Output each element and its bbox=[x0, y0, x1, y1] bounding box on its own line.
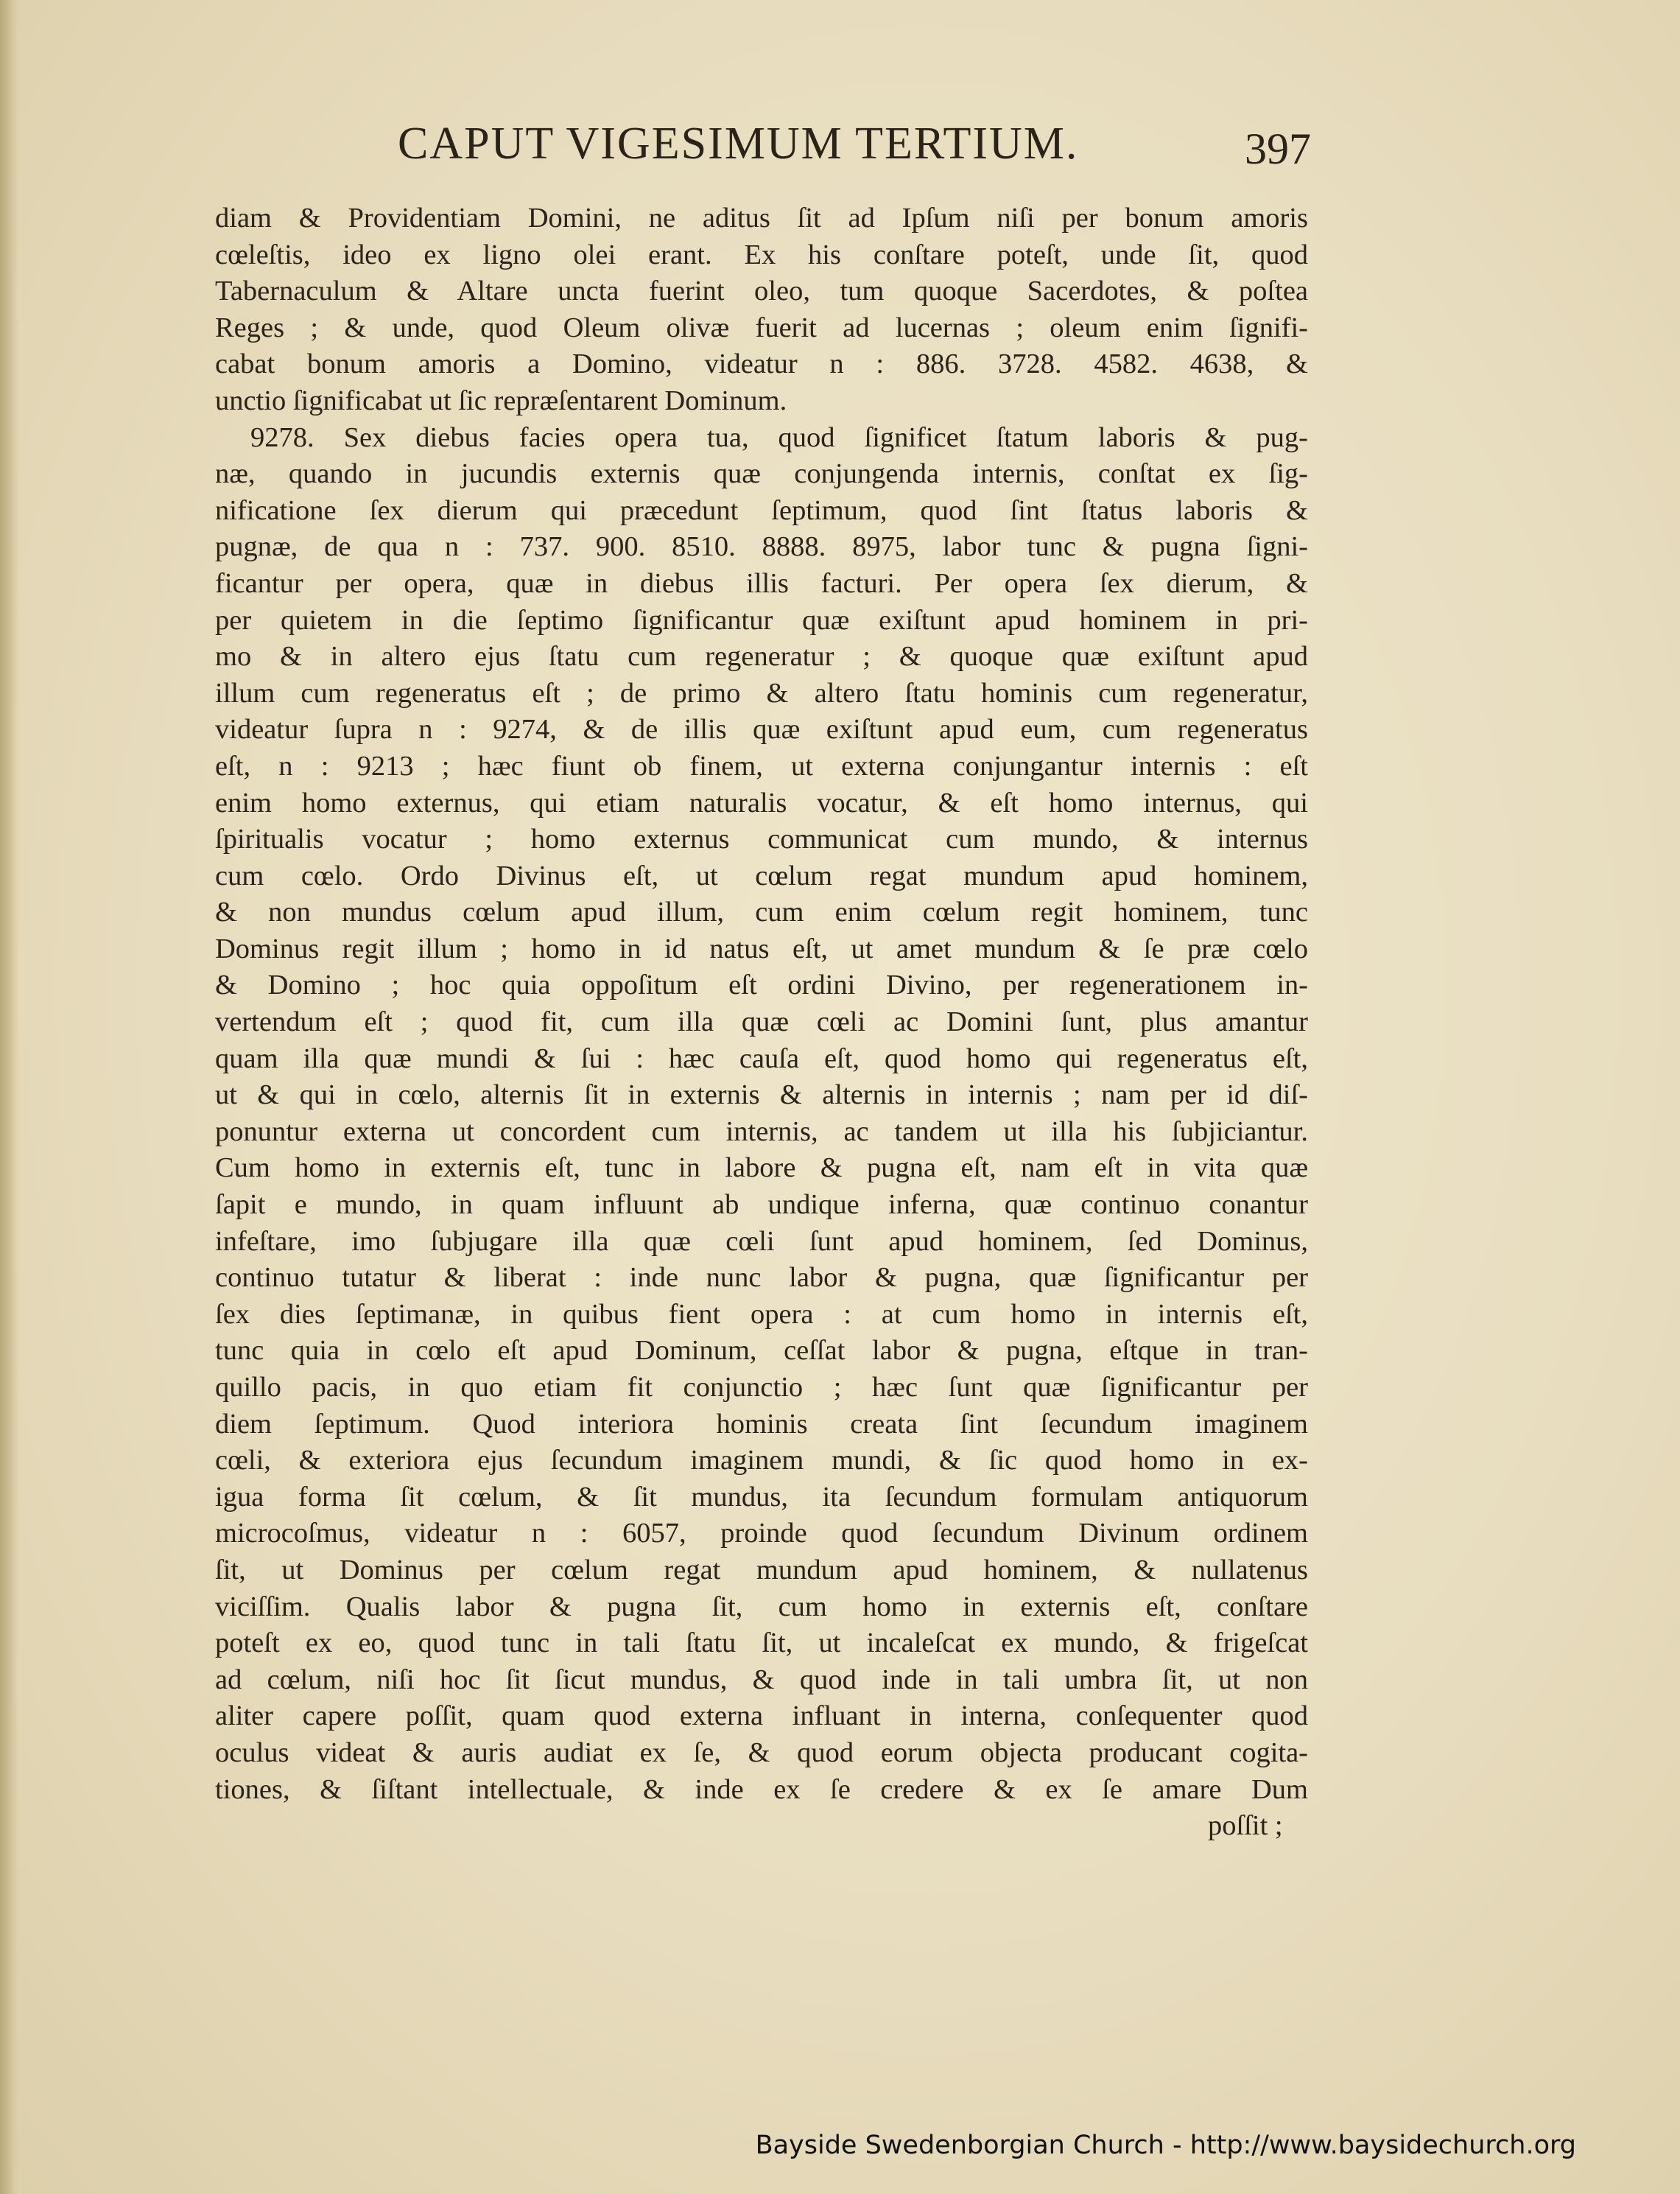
text-line: ſex dies ſeptimanæ, in quibus fient opera : at cum homo in internis eſt, bbox=[215, 1298, 1308, 1330]
source-watermark: Bayside Swedenborgian Church - http://www.baysidechurch.org bbox=[755, 2131, 1576, 2160]
page-number: 397 bbox=[1245, 125, 1311, 173]
text-line: næ, quando in jucundis externis quæ conjungenda internis, conſtat ex ſig- bbox=[215, 458, 1308, 490]
text-line: & non mundus cœlum apud illum, cum enim cœlum regit hominem, tunc bbox=[215, 897, 1308, 928]
page-header bbox=[214, 118, 1311, 184]
text-line: pugnæ, de qua n : 737. 900. 8510. 8888. 8975, labor tunc & pugna ſigni- bbox=[215, 531, 1308, 563]
text-line: tiones, & ſiſtant intellectuale, & inde ex ſe credere & ex ſe amare Dum bbox=[215, 1773, 1308, 1805]
text-line: ut & qui in cœlo, alternis ſit in externis & alternis in internis ; nam per id diſ- bbox=[215, 1079, 1308, 1111]
page-gutter-shadow bbox=[0, 0, 19, 2194]
text-line: igua forma ſit cœlum, & ſit mundus, ita ſecundum formulam antiquorum bbox=[215, 1481, 1308, 1513]
text-line: Dominus regit illum ; homo in id natus eſt, ut amet mundum & ſe præ cœlo bbox=[215, 933, 1308, 964]
text-line: poteſt ex eo, quod tunc in tali ſtatu ſit, ut incaleſcat ex mundo, & frigeſcat bbox=[215, 1627, 1308, 1659]
text-line: cœli, & exteriora ejus ſecundum imaginem mundi, & ſic quod homo in ex- bbox=[215, 1445, 1308, 1476]
text-line: unctio ſignificabat ut ſic repræſentarent Dominum. bbox=[215, 385, 787, 416]
text-line: diam & Providentiam Domini, ne aditus ſit ad Ipſum niſi per bonum amoris bbox=[215, 203, 1308, 234]
paragraph-start-9278: 9278. Sex diebus facies opera tua, quod ſignificet ſtatum laboris & pug- bbox=[250, 421, 1308, 453]
text-line: ſit, ut Dominus per cœlum regat mundum apud hominem, & nullatenus bbox=[215, 1554, 1308, 1585]
text-line: Cum homo in externis eſt, tunc in labore & pugna eſt, nam eſt in vita quæ bbox=[215, 1152, 1308, 1184]
text-line: Tabernaculum & Altare uncta fuerint oleo, tum quoque Sacerdotes, & poſtea bbox=[215, 276, 1308, 307]
text-line: quillo pacis, in quo etiam fit conjunctio ; hæc ſunt quæ ſignificantur per bbox=[215, 1372, 1308, 1403]
text-line: quam illa quæ mundi & ſui : hæc cauſa eſt, quod homo qui regeneratus eſt, bbox=[215, 1042, 1308, 1074]
text-line: illum cum regeneratus eſt ; de primo & altero ſtatu hominis cum regeneratur, bbox=[215, 677, 1308, 709]
text-line: ponuntur externa ut concordent cum internis, ac tandem ut illa his ſubjiciantur. bbox=[215, 1115, 1308, 1147]
text-line: diem ſeptimum. Quod interiora hominis creata ſint ſecundum imaginem bbox=[215, 1408, 1308, 1440]
text-line: viciſſim. Qualis labor & pugna ſit, cum homo in externis eſt, conſtare bbox=[215, 1591, 1308, 1622]
text-line: cum cœlo. Ordo Divinus eſt, ut cœlum regat mundum apud hominem, bbox=[215, 860, 1308, 891]
text-line: nificatione ſex dierum qui præcedunt ſeptimum, quod ſint ſtatus laboris & bbox=[215, 494, 1308, 526]
text-line: ſapit e mundo, in quam influunt ab undique inferna, quæ continuo conantur bbox=[215, 1189, 1308, 1221]
text-line: per quietem in die ſeptimo ſignificantur quæ exiſtunt apud hominem in pri- bbox=[215, 604, 1308, 636]
text-line: vertendum eſt ; quod fit, cum illa quæ cœli ac Domini ſunt, plus amantur bbox=[215, 1006, 1308, 1038]
text-line: oculus videat & auris audiat ex ſe, & quod eorum objecta producant cogita- bbox=[215, 1736, 1308, 1768]
text-line: ſpiritualis vocatur ; homo externus communicat cum mundo, & internus bbox=[215, 824, 1308, 855]
text-line: cœleſtis, ideo ex ligno olei erant. Ex his conſtare poteſt, unde ſit, quod bbox=[215, 239, 1308, 270]
text-line: infeſtare, imo ſubjugare illa quæ cœli ſunt apud hominem, ſed Dominus, bbox=[215, 1225, 1308, 1257]
text-line: tunc quia in cœlo eſt apud Dominum, ceſſat labor & pugna, eſtque in tran- bbox=[215, 1335, 1308, 1367]
text-line: continuo tutatur & liberat : inde nunc labor & pugna, quæ ſignificantur per bbox=[215, 1262, 1308, 1294]
running-title: CAPUT VIGESIMUM TERTIUM. bbox=[398, 119, 1079, 169]
text-line: aliter capere poſſit, quam quod externa influant in interna, conſequenter quod bbox=[215, 1700, 1308, 1732]
text-line: ficantur per opera, quæ in diebus illis facturi. Per opera ſex dierum, & bbox=[215, 567, 1308, 599]
text-line: cabat bonum amoris a Domino, videatur n : 886. 3728. 4582. 4638, & bbox=[215, 348, 1308, 380]
catchword: poſſit ; bbox=[1208, 1810, 1283, 1841]
body-text bbox=[215, 200, 1308, 1808]
text-line: mo & in altero ejus ſtatu cum regeneratur ; & quoque quæ exiſtunt apud bbox=[215, 641, 1308, 673]
text-line: & Domino ; hoc quia oppoſitum eſt ordini Divino, per regenerationem in- bbox=[215, 970, 1308, 1001]
text-line: videatur ſupra n : 9274, & de illis quæ exiſtunt apud eum, cum regeneratus bbox=[215, 714, 1308, 746]
text-line: enim homo externus, qui etiam naturalis vocatur, & eſt homo internus, qui bbox=[215, 787, 1308, 819]
text-line: Reges ; & unde, quod Oleum olivæ fuerit ad lucernas ; oleum enim ſignifi- bbox=[215, 312, 1308, 343]
text-line: eſt, n : 9213 ; hæc fiunt ob finem, ut externa conjungantur internis : eſt bbox=[215, 750, 1308, 782]
text-line: microcoſmus, videatur n : 6057, proinde quod ſecundum Divinum ordinem bbox=[215, 1518, 1308, 1549]
text-line: ad cœlum, niſi hoc ſit ſicut mundus, & quod inde in tali umbra ſit, ut non bbox=[215, 1664, 1308, 1695]
